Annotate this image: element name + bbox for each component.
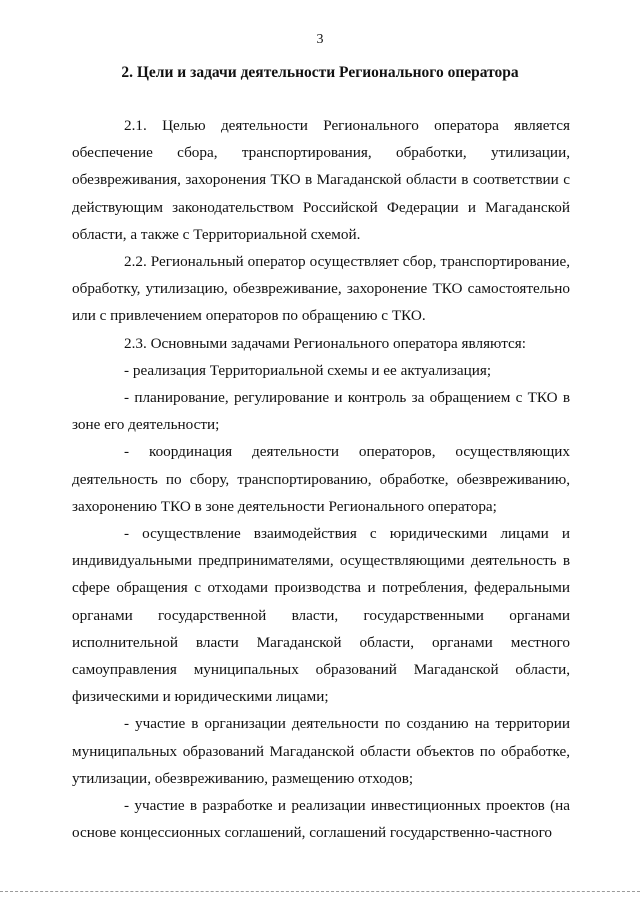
- list-item-planning: - планирование, регулирование и контроль за обращением с ТКО в зоне его деятельности;: [72, 389, 570, 434]
- document-body: [72, 112, 570, 846]
- section-heading: 2. Цели и задачи деятельности Регионального оператора: [121, 64, 519, 81]
- paragraph-tasks-intro: 2.3. Основными задачами Регионального оператора являются:: [124, 334, 526, 352]
- list-item-territorial-scheme: - реализация Территориальной схемы и ее актуализация;: [124, 361, 492, 379]
- list-item-coordination: - координация деятельности операторов, осуществляющих деятельность по сбору, транспортированию, обработке, обезвреживанию, захоронению ТКО в зоне деятельности Регионального оператора;: [72, 443, 570, 515]
- list-item-investment-projects: - участие в разработке и реализации инвестиционных проектов (на основе концессионных соглашений, соглашений государственно-частного: [72, 797, 570, 842]
- list-item-facilities: - участие в организации деятельности по созданию на территории муниципальных образований Магаданской области объектов по обработке, утилизации, обезвреживанию, размещению отходов;: [72, 715, 570, 787]
- paragraph-operations: 2.2. Региональный оператор осуществляет сбор, транспортирование, обработку, утилизацию, обезвреживание, захоронение ТКО самостоятельно или с привлечением операторов по обращению с ТКО.: [72, 253, 570, 325]
- page-number: 3: [316, 32, 324, 47]
- list-item-interaction: - осуществление взаимодействия с юридическими лицами и индивидуальными предпринимателями, осуществляющими деятельность в сфере обращения с отходами производства и потребления, федеральными органами государственной власти, государственными органами исполнительной власти Магаданской области, органами местного самоуправления муниципальных образований Магаданской области, физическими и юридическими лицами;: [72, 525, 570, 706]
- page-bottom-divider: [0, 891, 640, 892]
- paragraph-goal: 2.1. Целью деятельности Регионального оператора является обеспечение сбора, транспортирования, обработки, утилизации, обезвреживания, захоронения ТКО в Магаданской области в соответствии с действующим законодательством Российской Федерации и Магаданской области, а также с Территориальной схемой.: [72, 117, 570, 243]
